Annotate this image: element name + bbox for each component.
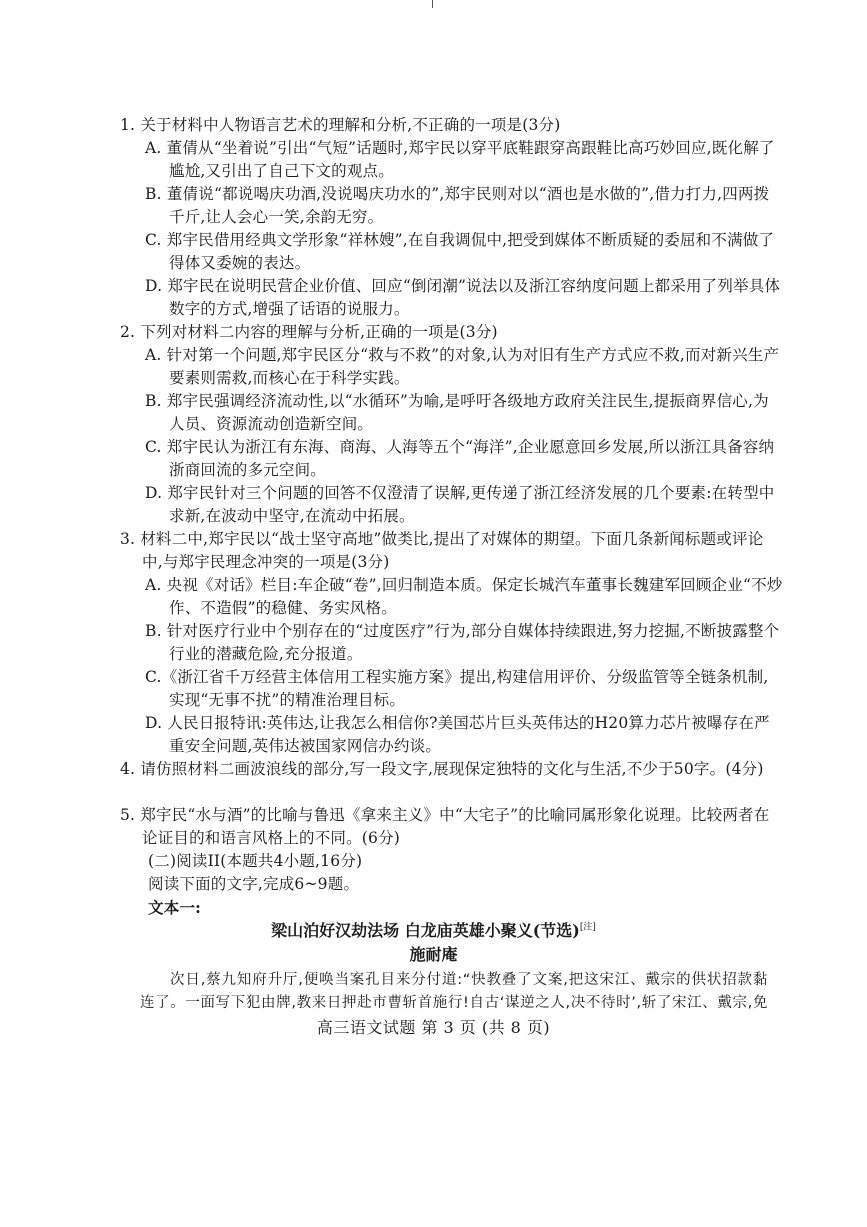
passage-author: 施耐庵 [409, 945, 458, 964]
question-4: 4. 请仿照材料二画波浪线的部分,写一段文字,展现保定独特的文化与生活,不少于50字。(4分) [120, 760, 764, 778]
section-heading: (二)阅读II(本题共4小题,16分) [148, 852, 363, 870]
question-2-stem: 2. 下列对材料二内容的理解与分析,正确的一项是(3分) [120, 323, 498, 341]
question-2-option-b: B. 郑宇民强调经济流动性,以“水循环”为喻,是呼吁各级地方政府关注民生,提振商界信心,为人员、资源流动创造新空间。 [145, 392, 769, 433]
question-2-option-c: C. 郑宇民认为浙江有东海、商海、人海等五个“海洋”,企业愿意回乡发展,所以浙江具备容纳浙商回流的多元空间。 [145, 438, 775, 479]
question-5: 5. 郑宇民“水与酒”的比喻与鲁迅《拿来主义》中“大宅子”的比喻同属形象化说理。比较两者在论证目的和语言风格上的不同。(6分) [120, 806, 770, 847]
question-1-option-b: B. 董倩说“都说喝庆功酒,没说喝庆功水的”,郑宇民则对以“酒也是水做的”,借力打力,四两拨千斤,让人会心一笑,余韵无穷。 [145, 185, 770, 226]
question-1-option-a: A. 董倩从“坐着说”引出“气短”话题时,郑宇民以穿平底鞋跟穿高跟鞋比高巧妙回应,既化解了尴尬,又引出了自己下文的观点。 [145, 139, 775, 180]
question-3-option-b: B. 针对医疗行业中个别存在的“过度医疗”行为,部分自媒体持续跟进,努力挖掘,不断披露整个行业的潜藏危险,充分报道。 [145, 622, 780, 663]
question-2-option-d: D. 郑宇民针对三个问题的回答不仅澄清了误解,更传递了浙江经济发展的几个要素:在转型中求新,在波动中坚守,在流动中拓展。 [145, 484, 775, 525]
binding-mark [432, 0, 433, 8]
section-instruction: 阅读下面的文字,完成6~9题。 [148, 875, 360, 893]
question-1-option-c: C. 郑宇民借用经典文学形象“祥林嫂”,在自我调侃中,把受到媒体不断质疑的委屈和不满做了得体又委婉的表达。 [145, 231, 775, 272]
question-1-option-d: D. 郑宇民在说明民营企业价值、回应“倒闭潮”说法以及浙江容纳度问题上都采用了列举具体数字的方式,增强了话语的说服力。 [145, 277, 781, 318]
passage-title [0, 920, 867, 942]
text-one-label: 文本一: [148, 898, 202, 917]
question-2-option-a: A. 针对第一个问题,郑宇民区分“救与不救”的对象,认为对旧有生产方式应不救,而对新兴生产要素则需救,而核心在于科学实践。 [145, 346, 780, 387]
question-3-option-a: A. 央视《对话》栏目:车企破“卷”,回归制造本质。保定长城汽车董事长魏建军回顾企业“不炒作、不造假”的稳健、务实风格。 [145, 576, 783, 617]
question-3-stem: 3. 材料二中,郑宇民以“战士坚守高地”做类比,提出了对媒体的期望。下面几条新闻标题或评论中,与郑宇民理念冲突的一项是(3分) [120, 530, 764, 571]
passage-body: 次日,蔡九知府升厅,便唤当案孔目来分付道:“快教叠了文案,把这宋江、戴宗的供状招款黏连了。一面写下犯由牌,教来日押赴市曹斩首施行!自古‘谋逆之人,决不待时’,斩了宋江、戴宗,免 [140, 972, 768, 1011]
page-footer: 高三语文试题 第 3 页 (共 8 页) [316, 1018, 551, 1037]
passage-note-marker: [注] [579, 922, 596, 933]
question-1-stem: 1. 关于材料中人物语言艺术的理解和分析,不正确的一项是(3分) [120, 116, 561, 134]
passage-title-text: 梁山泊好汉劫法场 白龙庙英雄小聚义(节选) [271, 921, 580, 940]
question-3-option-d: D. 人民日报特讯:英伟达,让我怎么相信你?美国芯片巨头英伟达的H20算力芯片被曝存在严重安全问题,英伟达被国家网信办约谈。 [145, 714, 770, 755]
question-3-option-c: C.《浙江省千万经营主体信用工程实施方案》提出,构建信用评价、分级监管等全链条机制,实现“无事不扰”的精准治理目标。 [145, 668, 769, 709]
